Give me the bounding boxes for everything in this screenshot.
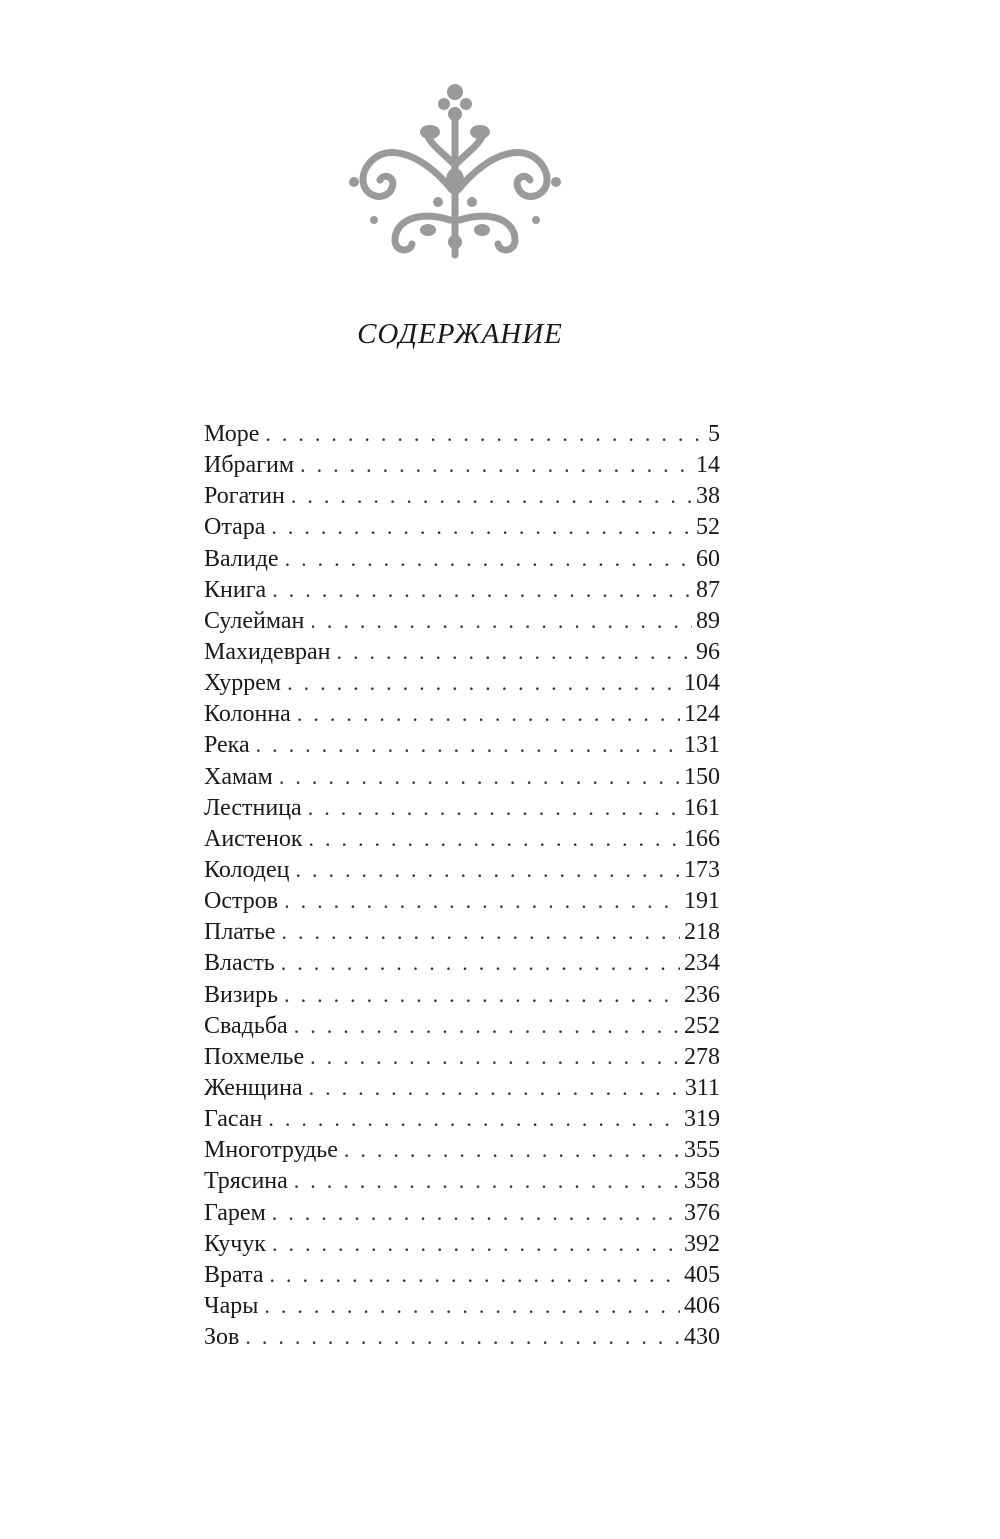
- toc-entry-title: Платье: [204, 917, 281, 948]
- toc-entry: [204, 1134, 720, 1165]
- toc-entry: [204, 511, 720, 542]
- toc-entry-page-number: 60: [692, 544, 720, 575]
- dot-leader: [284, 979, 680, 1010]
- dot-leader: [264, 1290, 680, 1321]
- toc-entry-page-number: 236: [680, 980, 720, 1011]
- dot-leader: [310, 605, 692, 636]
- toc-entry: [204, 667, 720, 698]
- toc-entry: [204, 916, 720, 947]
- page-title: СОДЕРЖАНИЕ: [357, 318, 563, 350]
- toc-entry: [204, 1197, 720, 1228]
- toc-entry: [204, 698, 720, 729]
- toc-entry-title: Трясина: [204, 1166, 294, 1197]
- dot-leader: [300, 449, 692, 480]
- toc-entry-page-number: 392: [680, 1229, 720, 1260]
- toc-entry-title: Остров: [204, 886, 284, 917]
- toc-entry-title: Гасан: [204, 1104, 268, 1135]
- toc-entry-page-number: 89: [692, 606, 720, 637]
- toc-entry-title: Чары: [204, 1291, 264, 1322]
- dot-leader: [308, 823, 680, 854]
- dot-leader: [269, 1259, 680, 1290]
- dot-leader: [265, 418, 704, 449]
- toc-entry-page-number: 104: [680, 668, 720, 699]
- toc-entry-title: Аистенок: [204, 824, 308, 855]
- toc-entry-page-number: 173: [680, 855, 720, 886]
- dot-leader: [268, 1103, 680, 1134]
- toc-entry-page-number: 430: [680, 1322, 720, 1353]
- toc-entry: [204, 543, 720, 574]
- toc-entry-title: Река: [204, 730, 256, 761]
- toc-entry-page-number: 14: [692, 450, 720, 481]
- toc-entry-title: Море: [204, 419, 265, 450]
- toc-entry-title: Кучук: [204, 1229, 272, 1260]
- toc-entry: [204, 1259, 720, 1290]
- toc-entry-title: Книга: [204, 575, 272, 606]
- dot-leader: [297, 698, 680, 729]
- toc-entry-title: Колодец: [204, 855, 296, 886]
- toc-entry-title: Отара: [204, 512, 271, 543]
- toc-entry: [204, 605, 720, 636]
- dot-leader: [272, 574, 692, 605]
- toc-entry: [204, 1103, 720, 1134]
- toc-entry-page-number: 358: [680, 1166, 720, 1197]
- toc-entry: [204, 792, 720, 823]
- dot-leader: [245, 1321, 680, 1352]
- toc-entry-title: Зов: [204, 1322, 245, 1353]
- dot-leader: [337, 636, 692, 667]
- toc-entry-page-number: 405: [680, 1260, 720, 1291]
- dot-leader: [272, 1228, 680, 1259]
- toc-entry: [204, 636, 720, 667]
- toc-entry-page-number: 376: [680, 1198, 720, 1229]
- toc-entry-title: Ибрагим: [204, 450, 300, 481]
- toc-entry-page-number: 234: [680, 948, 720, 979]
- toc-entry: [204, 1010, 720, 1041]
- toc-entry: [204, 1290, 720, 1321]
- dot-leader: [284, 885, 680, 916]
- dot-leader: [256, 729, 680, 760]
- dot-leader: [287, 667, 680, 698]
- toc-entry-page-number: 166: [680, 824, 720, 855]
- toc-entry: [204, 823, 720, 854]
- toc-entry-title: Визирь: [204, 980, 284, 1011]
- toc-entry-title: Махидевран: [204, 637, 337, 668]
- dot-leader: [308, 792, 680, 823]
- dot-leader: [281, 947, 680, 978]
- dot-leader: [294, 1165, 680, 1196]
- toc-entry-title: Рогатин: [204, 481, 291, 512]
- toc-entry-title: Гарем: [204, 1198, 272, 1229]
- dot-leader: [281, 916, 680, 947]
- toc-entry-title: Многотрудье: [204, 1135, 344, 1166]
- dot-leader: [285, 543, 692, 574]
- toc-entry-page-number: 191: [680, 886, 720, 917]
- toc-entry-page-number: 406: [680, 1291, 720, 1322]
- toc-entry: [204, 418, 720, 449]
- toc-entry: [204, 1321, 720, 1352]
- dot-leader: [294, 1010, 680, 1041]
- toc-entry-title: Сулейман: [204, 606, 310, 637]
- toc-entry: [204, 729, 720, 760]
- toc-entry-page-number: 218: [680, 917, 720, 948]
- dot-leader: [310, 1041, 680, 1072]
- toc-entry-title: Власть: [204, 948, 281, 979]
- toc-entry-title: Женщина: [204, 1073, 309, 1104]
- toc-entry: [204, 1041, 720, 1072]
- toc-entry-title: Валиде: [204, 544, 285, 575]
- toc-entry: [204, 979, 720, 1010]
- dot-leader: [279, 761, 680, 792]
- toc-entry-page-number: 96: [692, 637, 720, 668]
- toc-entry-page-number: 150: [680, 762, 720, 793]
- toc-entry: [204, 1165, 720, 1196]
- toc-entry-page-number: 124: [680, 699, 720, 730]
- table-of-contents: [204, 418, 720, 1352]
- toc-entry-page-number: 131: [680, 730, 720, 761]
- toc-entry: [204, 761, 720, 792]
- toc-entry-page-number: 311: [681, 1073, 720, 1104]
- toc-entry-page-number: 252: [680, 1011, 720, 1042]
- toc-entry-page-number: 52: [692, 512, 720, 543]
- toc-entry-page-number: 38: [692, 481, 720, 512]
- toc-entry: [204, 885, 720, 916]
- toc-entry-title: Врата: [204, 1260, 269, 1291]
- toc-entry-page-number: 161: [680, 793, 720, 824]
- toc-entry: [204, 480, 720, 511]
- toc-entry: [204, 449, 720, 480]
- toc-entry: [204, 947, 720, 978]
- toc-entry-page-number: 278: [680, 1042, 720, 1073]
- toc-entry: [204, 1072, 720, 1103]
- dot-leader: [309, 1072, 681, 1103]
- toc-entry-title: Свадьба: [204, 1011, 294, 1042]
- toc-entry-title: Колонна: [204, 699, 297, 730]
- toc-entry-title: Похмелье: [204, 1042, 310, 1073]
- dot-leader: [272, 1197, 680, 1228]
- toc-entry-page-number: 355: [680, 1135, 720, 1166]
- toc-entry-page-number: 5: [704, 419, 720, 450]
- toc-entry-title: Хуррем: [204, 668, 287, 699]
- dot-leader: [344, 1134, 680, 1165]
- floral-ornament-icon: [340, 70, 570, 270]
- dot-leader: [271, 511, 692, 542]
- toc-entry: [204, 1228, 720, 1259]
- toc-entry: [204, 574, 720, 605]
- toc-entry-page-number: 319: [680, 1104, 720, 1135]
- toc-entry-title: Хамам: [204, 762, 279, 793]
- toc-entry-page-number: 87: [692, 575, 720, 606]
- toc-entry: [204, 854, 720, 885]
- toc-entry-title: Лестница: [204, 793, 308, 824]
- dot-leader: [291, 480, 692, 511]
- dot-leader: [296, 854, 681, 885]
